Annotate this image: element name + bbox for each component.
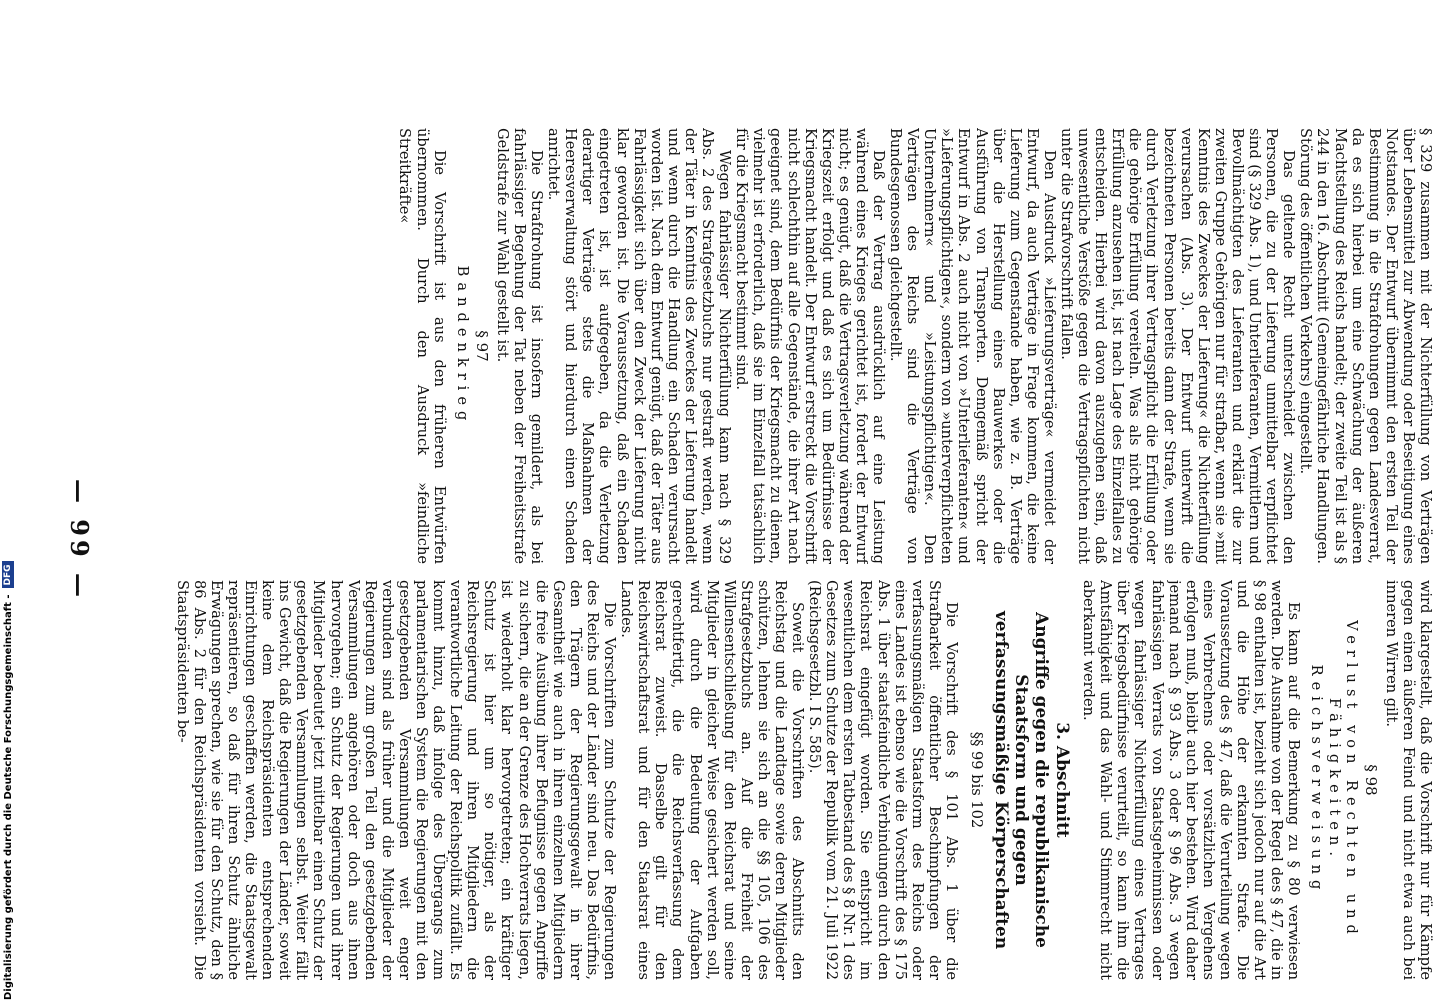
chapter-title: 3. Abschnitt: [1052, 722, 1073, 838]
paragraph: Das geltende Recht unterscheidet zwischen den Personen, die zu der Lieferung unmittelbar verpflichtet sind (§ 329 Abs. 1), und Unterlieferanten, Vermittlern und Bevollmächtigten des Lieferanten und erklärt die zur zweiten Gruppe Gehörigen nur für strafbar, wenn sie »mit Kenntnis des Zweckes der Lieferung« die Nichterfüllung verursachen (Abs. 3). Der Entwurf unterwirft die bezeichneten Personen bereits dann der Strafe, wenn sie durch Verletzung ihrer Vertragspflicht die Erfüllung oder die gehörige Erfüllung vereiteln. Was als nicht gehörige Erfüllung anzusehen ist, ist nach Lage des Einzelfalles zu entscheiden. Hierbei wird davon auszugehen sein, daß unwesentliche Verstöße gegen die Vertragspflichten nicht unter die Strafvorschrift fallen.: [1058, 128, 1298, 564]
credit-text: Digitalisierung gefördert durch die Deutsche Forschungsgemeinschaft -: [2, 594, 14, 1000]
page-number: — 99 —: [65, 478, 94, 602]
section-title-98: Verlust von Rechten und Fähigkeiten. Reichsverweisung: [1308, 620, 1360, 940]
section-number-97: § 97: [472, 330, 491, 362]
paragraph: Die Vorschriften zum Schutze der Regierungen des Reichs und der Länder sind neu. Das Bedürfnis, den Trägern der Regierungsgewalt in ihrer Gesamtheit wie auch in ihren einzelnen Mitgliedern die freie Ausübung ihrer Befugnisse gegen Angriffe zu sichern, die an der Grenze des Hochverrats liegen, ist wiederholt klar hervorgetreten; ein kräftiger Schutz ist hier um so nötiger, als der Reichsregierung und ihren Mitgliedern die verantwortliche Leitung der Reichspolitik zufällt. Es kommt hinzu, daß infolge des Übergangs zum parlamentarischen System die Regierungen mit den gesetzgebenden Versammlungen weit enger verbunden sind als früher und die Mitglieder der Regierungen zum großen Teil den gesetzgebenden Versammlungen angehören oder doch aus ihnen hervorgehen; ein Schutz der Regierungen und ihrer Mitglieder bedeutet jetzt mittelbar einen Schutz der gesetzgebenden Versammlungen selbst. Weiter fällt ins Gewicht, daß die Regierungen der Länder, soweit keine dem Reichspräsidenten entsprechenden Einrichtungen geschaffen werden, die Staatsgewalt repräsentieren, so daß für ihren Schutz ähnliche Erwägungen sprechen, wie sie für den Schutz, den § 86 Abs. 2 für den Reichspräsidenten vorsieht. Die Staatspräsidenten be-: [173, 580, 619, 980]
right-column: [104, 580, 1434, 980]
chapter-subtitle: Angriffe gegen die republikanische Staatsform und gegen verfassungsmäßige Körperschaften: [991, 610, 1052, 950]
paragraph: Die Strafdrohung ist insofern gemildert, als bei fahrlässiger Begehung der Tat neben der Freiheitsstrafe Geldstrafe zur Wahl gestellt ist.: [493, 128, 546, 564]
left-column: [104, 128, 1434, 564]
section-title-97: Bandenkrieg: [453, 265, 471, 427]
dfg-logo-icon: DFG: [2, 561, 14, 588]
paragraph: Es kann auf die Bemerkung zu § 80 verwiesen werden. Die Ausnahme von der Regel des § 47, die in § 98 enthalten ist, bezieht sich jedoch nur auf die Art und die Höhe der erkannten Strafe. Die Voraussetzung des § 47, daß die Verurteilung wegen eines Verbrechens oder vorsätzlichen Vergehens erfolgen muß, bleibt auch hier bestehen. Wird daher jemand nach § 93 Abs. 3 oder § 96 Abs. 3 wegen fahrlässigen Verrats von Staatsgeheimnissen oder wegen fahrlässiger Nichterfüllung eines Vertrages über Kriegsbedürfnisse verurteilt, so kann ihm die Amtsfähigkeit und das Wahl- und Stimmrecht nicht aberkannt werden.: [1080, 580, 1303, 980]
paragraph: Die Vorschrift des § 101 Abs. 1 über die Strafbarkeit öffentlicher Beschimpfungen der verfassungsmäßigen Staatsform des Reichs oder eines Landes ist ebenso wie die Vorschrift des § 175 Abs. 1 über staatsfeindliche Verbindungen durch den Reichsrat eingefügt worden. Sie entspricht im wesentlichen dem ersten Tatbestand des § 8 Nr. 1 des Gesetzes zum Schutze der Republik vom 21. Juli 1922 (Reichsgesetzbl. I S. 585).: [806, 580, 960, 980]
paragraph: § 329 zusammen mit der Nichterfüllung von Verträgen über Lebensmittel zur Abwendung oder Beseitigung eines Notstandes. Der Entwurf übernimmt den ersten Teil der Bestimmung in die Strafdrohungen gegen Landesverrat, da es sich hierbei um eine Schwächung der äußeren Machtstellung des Reichs handelt; der zweite Teil ist als § 244 in den 16. Abschnitt (Gemeingefährliche Handlungen. Störung des öffentlichen Verkehrs) eingestellt.: [1297, 128, 1434, 564]
digitization-credit: [2, 0, 14, 1000]
section-number-98: § 98: [1361, 764, 1380, 796]
paragraph-range: §§ 99 bis 102: [968, 731, 986, 829]
paragraph: Soweit die Vorschriften des Abschnitts den Reichstag und die Landtage sowie deren Mitglieder schützen, lehnen sie sich an die §§ 105, 106 des Strafgesetzbuchs an. Auf die Freiheit der Willensentschließung für den Reichsrat und seine Mitglieder in gleicher Weise gesichert werden soll, wird durch die Bedeutung der Aufgaben gerechtfertigt, die die Reichsverfassung dem Reichsrat zuweist. Dasselbe gilt für den Reichswirtschaftsrat und für den Staatsrat eines Landes.: [618, 580, 807, 980]
paragraph: wird klargestellt, daß die Vorschrift nur für Kämpfe gegen einen äußeren Feind und nicht etwa auch bei inneren Wirren gilt.: [1382, 580, 1434, 980]
paragraph: Den Ausdruck »Lieferungsverträge« vermeidet der Entwurf, da auch Verträge in Frage kommen, die keine Lieferung zum Gegenstande haben, wie z. B. Verträge über die Herstellung eines Bauwerkes oder die Ausführung von Transporten. Demgemäß spricht der Entwurf in Abs. 2 auch nicht von »Unterlieferanten« und »Lieferungspflichtigen«, sondern von »unterverpflichteten Unternehmern« und »Leistungspflichtigen«. Den Verträgen des Reichs sind die Verträge von Bundesgenossen gleichgestellt.: [887, 128, 1058, 564]
paragraph: Die Vorschrift ist aus den früheren Entwürfen übernommen. Durch den Ausdruck »feindliche Streitkräfte«: [396, 128, 448, 564]
paragraph: Wegen fahrlässiger Nichterfüllung kann nach § 329 Abs. 2 des Strafgesetzbuchs nur gestraft werden, wenn der Täter in Kenntnis des Zweckes der Lieferung handelt und wenn durch die Handlung ein Schaden verursacht worden ist. Nach dem Entwurf genügt, daß der Täter aus Fahrlässigkeit sich über den Zweck der Lieferung nicht klar geworden ist. Die Voraussetzung, daß ein Schaden eingetreten ist, ist aufgegeben, da die Verletzung derartiger Verträge stets die Maßnahmen der Heeresverwaltung stört und hierdurch einen Schaden anrichtet.: [545, 128, 734, 564]
paragraph: Daß der Vertrag ausdrücklich auf eine Leistung während eines Krieges gerichtet ist, fordert der Entwurf nicht; es genügt, daß die Vertragsverletzung während der Kriegszeit erfolgt und daß es sich um Bedürfnisse der Kriegsmacht handelt. Der Entwurf erstreckt die Vorschrift nicht schlechthin auf alle Gegenstände, die ihrer Art nach geeignet sind, dem Bedürfnis der Kriegsmacht zu dienen, vielmehr ist erforderlich, daß sie im Einzelfall tatsächlich für die Kriegsmacht bestimmt sind.: [733, 128, 887, 564]
